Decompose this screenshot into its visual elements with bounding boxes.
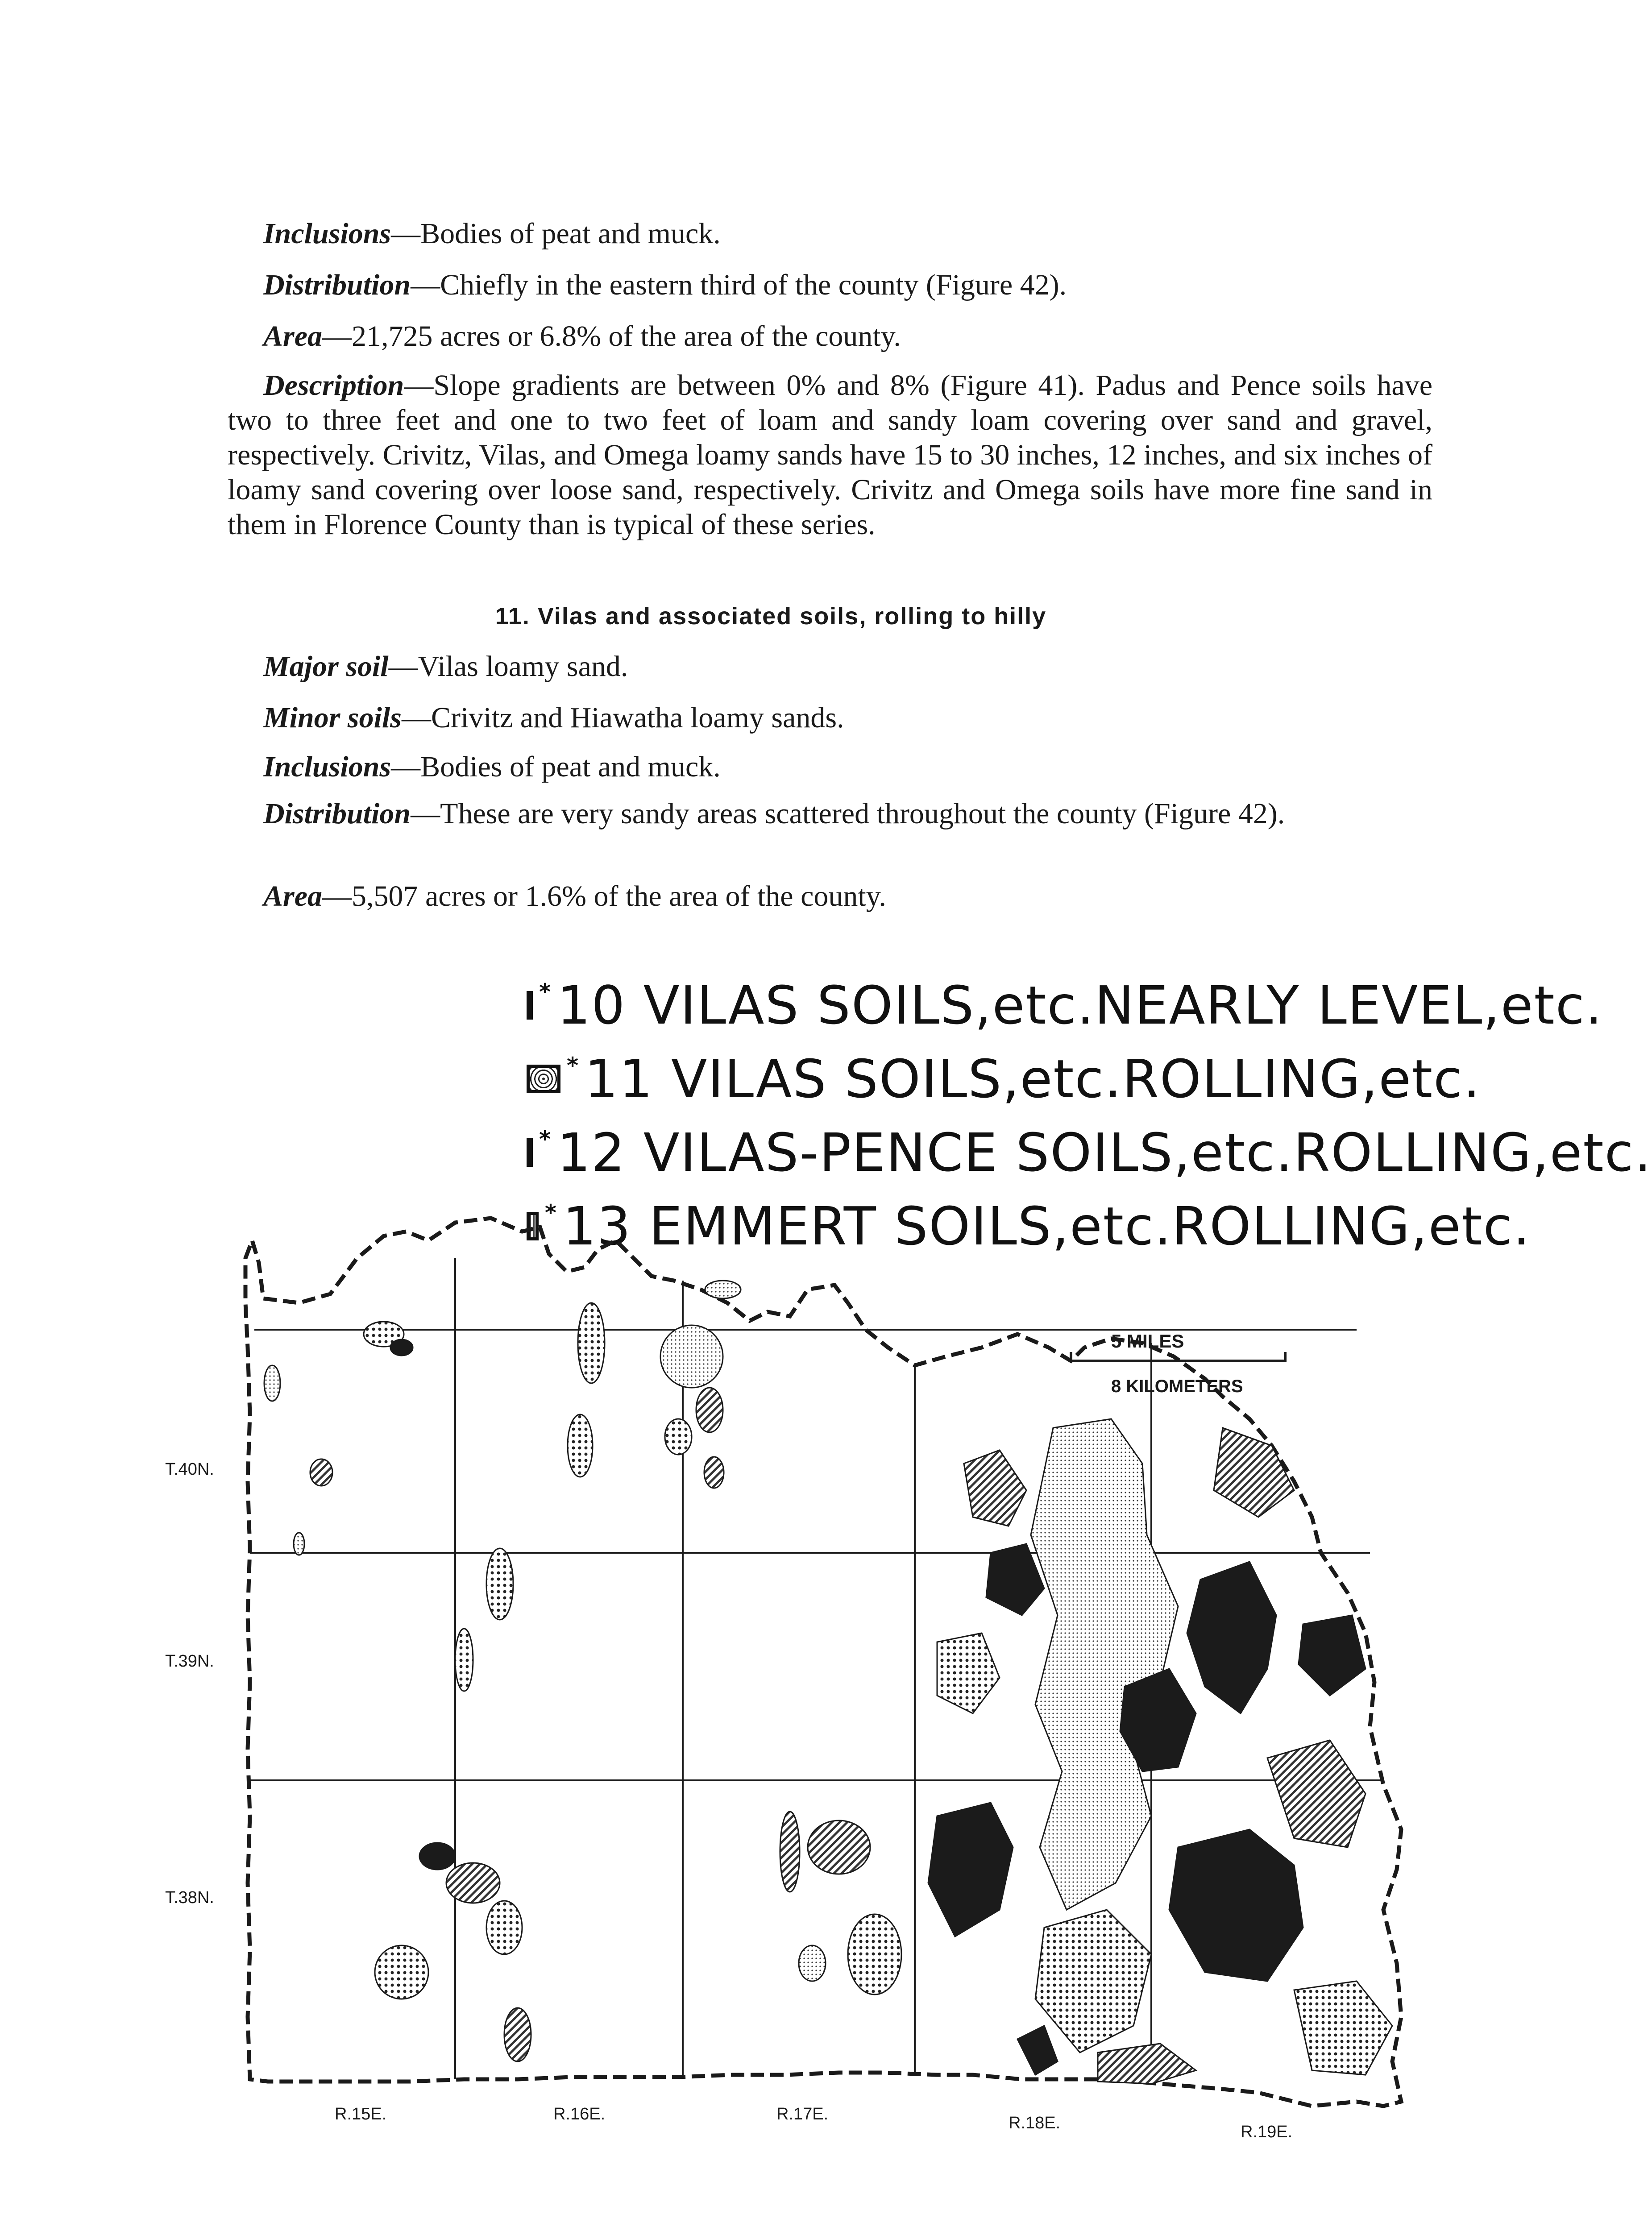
inclusions-label: Inclusions <box>263 217 391 250</box>
inclusions-11-line <box>263 750 1468 784</box>
legend-text: 10 VILAS SOILS,etc.NEARLY LEVEL,etc. <box>557 974 1603 1036</box>
range-label: R.17E. <box>776 2105 829 2123</box>
area-line <box>263 319 1468 354</box>
description-text: —Slope gradients are between 0% and 8% (Figure 41). Padus and Pence soils have two to three feet and one to two feet of loam and sandy loam covering over sand and gravel, respectively. Crivitz, Vilas, and Omega loamy sands have 15 to 30 inches, 12 inches, and six inches of loamy sand covering over loose sand, respectively. Crivitz and Omega soils have more fine sand in them in Florence County than is typical of these series. <box>228 369 1432 541</box>
description-label: Description <box>263 369 404 402</box>
minor-soils-text: —Crivitz and Hiawatha loamy sands. <box>401 701 844 734</box>
distribution-line <box>263 268 1468 303</box>
legend-mark: * <box>539 979 551 1005</box>
range-label: R.18E. <box>1009 2114 1061 2132</box>
county-soil-map <box>152 1214 1401 2218</box>
legend-mark: * <box>567 1052 579 1078</box>
inclusions-text: —Bodies of peat and muck. <box>391 217 721 250</box>
inclusions-line <box>263 216 1468 251</box>
range-label: R.19E. <box>1241 2123 1293 2141</box>
major-soil-text: —Vilas loamy sand. <box>388 650 628 683</box>
distribution-text: —Chiefly in the eastern third of the county (Figure 42). <box>411 269 1067 301</box>
range-label: R.15E. <box>335 2105 387 2123</box>
inclusions-11-text: —Bodies of peat and muck. <box>391 751 721 783</box>
area-text: —21,725 acres or 6.8% of the area of the county. <box>322 320 901 352</box>
distribution-11-label: Distribution <box>263 797 411 830</box>
soil-patches-east <box>928 1419 1392 2084</box>
area-label: Area <box>263 320 322 352</box>
legend-text: 13 EMMERT SOILS,etc.ROLLING,etc. <box>563 1195 1531 1257</box>
major-soil-label: Major soil <box>263 650 389 683</box>
legend-mark: * <box>544 1199 556 1226</box>
hatched-swatch-icon <box>527 1138 533 1167</box>
legend-mark: * <box>539 1126 551 1152</box>
scale-km-label: 8 KILOMETERS <box>1111 1377 1243 1396</box>
description-paragraph <box>228 368 1432 542</box>
legend-text: 11 VILAS SOILS,etc.ROLLING,etc. <box>585 1048 1481 1110</box>
inclusions-11-label: Inclusions <box>263 751 391 783</box>
township-label: T.39N. <box>165 1652 214 1671</box>
scale-miles-label: 5 MILES <box>1111 1331 1184 1352</box>
minor-soils-label: Minor soils <box>263 701 402 734</box>
legend-row-10 <box>527 968 1603 1042</box>
dotted-swatch-icon <box>527 1065 560 1093</box>
solid-black-swatch-icon <box>527 991 533 1020</box>
area-11-label: Area <box>263 880 322 912</box>
area-11-text: —5,507 acres or 1.6% of the area of the county. <box>322 880 886 912</box>
township-label: T.40N. <box>165 1460 214 1479</box>
unit-11-heading: 11. Vilas and associated soils, rolling to hilly <box>495 603 1047 630</box>
township-label: T.38N. <box>165 1888 214 1907</box>
range-label: R.16E. <box>553 2105 606 2123</box>
minor-soils-line <box>263 701 1468 735</box>
distribution-11-paragraph <box>228 796 1432 831</box>
distribution-label: Distribution <box>263 269 411 301</box>
legend-text: 12 VILAS-PENCE SOILS,etc.ROLLING,etc. <box>557 1121 1652 1183</box>
area-11-line <box>263 879 1468 914</box>
legend-row-11 <box>527 1042 1531 1116</box>
major-soil-line <box>263 649 1468 684</box>
legend-row-12 <box>527 1116 1652 1189</box>
distribution-11-text: —These are very sandy areas scattered throughout the county (Figure 42). <box>411 797 1285 830</box>
soil-patches-west <box>264 1281 901 2061</box>
